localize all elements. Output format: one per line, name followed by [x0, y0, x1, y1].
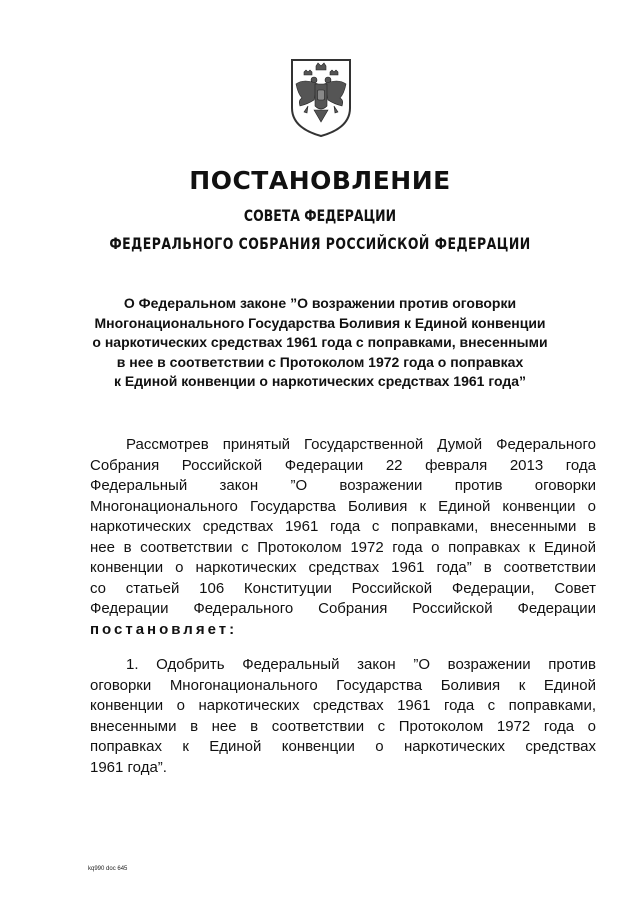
paragraph-line: 1961 года”.: [90, 758, 167, 776]
subject-line: к Единой конвенции о наркотических средствах 1961 года”: [113, 373, 527, 389]
resolution-item-1: [90, 655, 596, 778]
subject-heading: [0, 294, 640, 392]
paragraph-line: Федерации Федерального Собрания Российской Федерации: [90, 600, 596, 617]
paragraph-line: оговорки Многонационального Государства Боливия к Единой: [90, 676, 596, 694]
paragraph-line: со статьей 106 Конституции Российской Федерации, Совет: [90, 579, 596, 597]
preamble-paragraph: [90, 435, 596, 640]
russian-coat-of-arms-icon: [288, 58, 354, 138]
paragraph-line: Рассмотрев принятый Государственной Думой Федерального: [126, 436, 596, 453]
paragraph-line: Собрания Российской Федерации 22 февраля 2013 года: [90, 456, 596, 474]
paragraph-line: 1. Одобрить Федеральный закон ”О возражении против: [126, 656, 596, 673]
subject-line: в нее в соответствии с Протоколом 1972 года о поправках: [116, 353, 524, 370]
paragraph-line: конвенции о наркотических средствах 1961 года с поправками,: [90, 697, 596, 714]
paragraph-line: поправках к Единой конвенции о наркотических средствах: [90, 738, 596, 755]
paragraph-line: внесенными в нее в соответствии с Протоколом 1972 года о: [90, 717, 596, 735]
subject-line: Многонационального Государства Боливия к Единой конвенции: [94, 314, 546, 331]
resolve-word: постановляет:: [90, 620, 238, 638]
document-code: kq990 doc 645: [88, 866, 128, 872]
subject-line: О Федеральном законе ”О возражении против оговорки: [123, 295, 517, 311]
subject-line: о наркотических средствах 1961 года с поправками, внесенными: [92, 334, 548, 350]
issuer-line-1: СОВЕТА ФЕДЕРАЦИИ: [243, 206, 397, 225]
paragraph-line: Многонационального Государства Боливия к Единой конвенции о: [90, 497, 596, 515]
paragraph-line: наркотических средствах 1961 года с поправками, внесенными в: [90, 518, 596, 535]
paragraph-line: Федеральный закон ”О возражении против оговорки: [90, 477, 596, 494]
paragraph-line: конвенции о наркотических средствах 1961 года” в соответствии: [90, 559, 596, 576]
issuer-line-2: ФЕДЕРАЛЬНОГО СОБРАНИЯ РОССИЙСКОЙ ФЕДЕРАЦИИ: [109, 234, 531, 253]
paragraph-line: нее в соответствии с Протоколом 1972 года о поправках к Единой: [90, 538, 596, 556]
document-title: ПОСТАНОВЛЕНИЕ: [189, 166, 451, 195]
